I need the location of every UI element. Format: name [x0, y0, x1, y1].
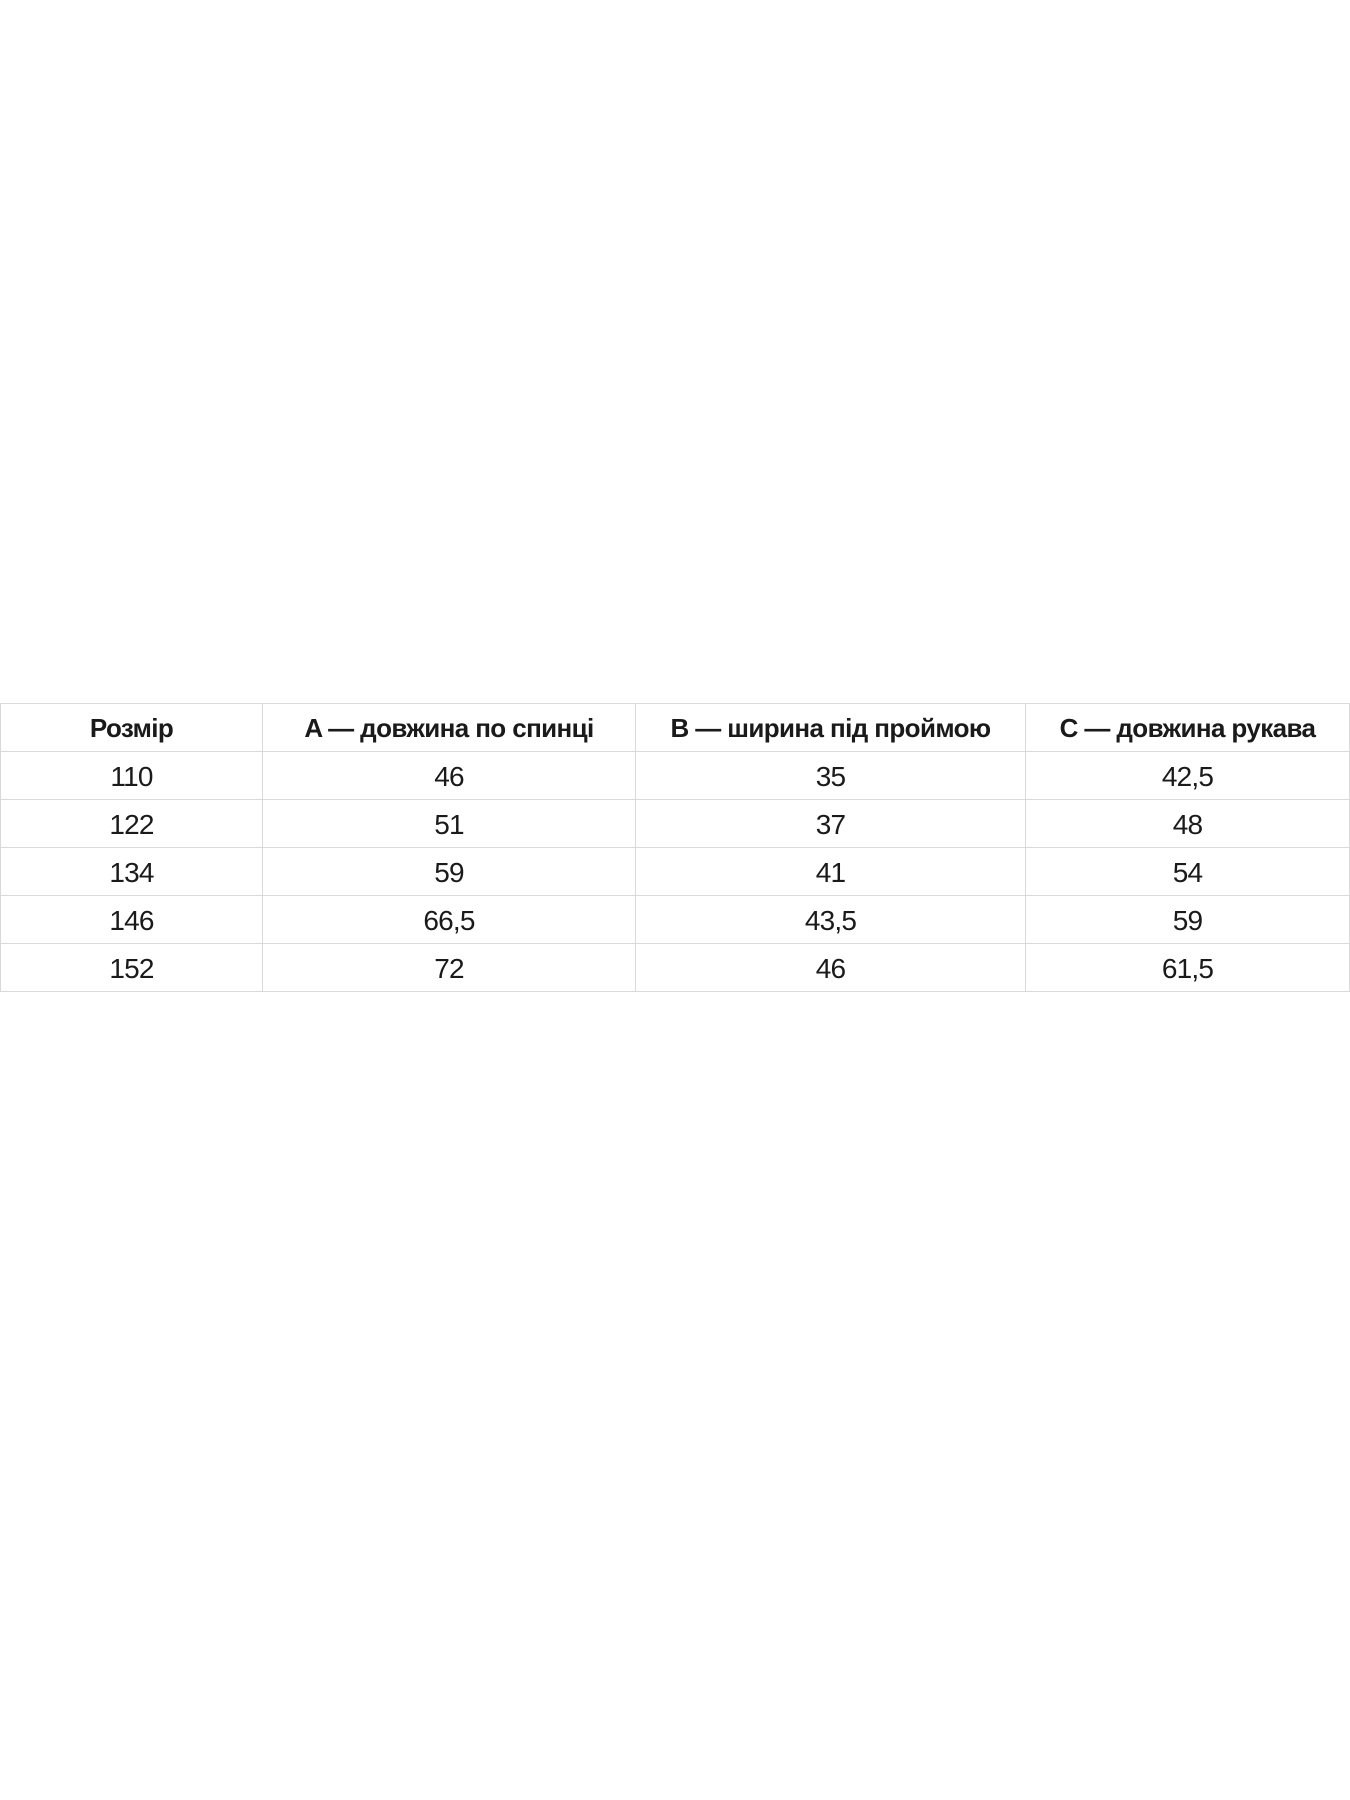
- cell-sleeve-length: 42,5: [1026, 752, 1350, 800]
- cell-chest-width: 41: [636, 848, 1026, 896]
- header-size: Розмір: [1, 704, 263, 752]
- size-chart-table: [0, 703, 1350, 992]
- cell-chest-width: 37: [636, 800, 1026, 848]
- table-row: [1, 848, 1350, 896]
- cell-sleeve-length: 54: [1026, 848, 1350, 896]
- table-header-row: [1, 704, 1350, 752]
- cell-size: 122: [1, 800, 263, 848]
- cell-size: 152: [1, 944, 263, 992]
- cell-sleeve-length: 48: [1026, 800, 1350, 848]
- cell-back-length: 46: [263, 752, 636, 800]
- cell-chest-width: 43,5: [636, 896, 1026, 944]
- cell-sleeve-length: 61,5: [1026, 944, 1350, 992]
- header-chest-width: B — ширина під проймою: [636, 704, 1026, 752]
- cell-chest-width: 46: [636, 944, 1026, 992]
- header-back-length: A — довжина по спинці: [263, 704, 636, 752]
- cell-back-length: 66,5: [263, 896, 636, 944]
- cell-size: 146: [1, 896, 263, 944]
- cell-sleeve-length: 59: [1026, 896, 1350, 944]
- table-row: [1, 944, 1350, 992]
- cell-size: 134: [1, 848, 263, 896]
- table-row: [1, 800, 1350, 848]
- cell-chest-width: 35: [636, 752, 1026, 800]
- cell-size: 110: [1, 752, 263, 800]
- cell-back-length: 59: [263, 848, 636, 896]
- cell-back-length: 72: [263, 944, 636, 992]
- header-sleeve-length: C — довжина рукава: [1026, 704, 1350, 752]
- cell-back-length: 51: [263, 800, 636, 848]
- table-row: [1, 896, 1350, 944]
- table-row: [1, 752, 1350, 800]
